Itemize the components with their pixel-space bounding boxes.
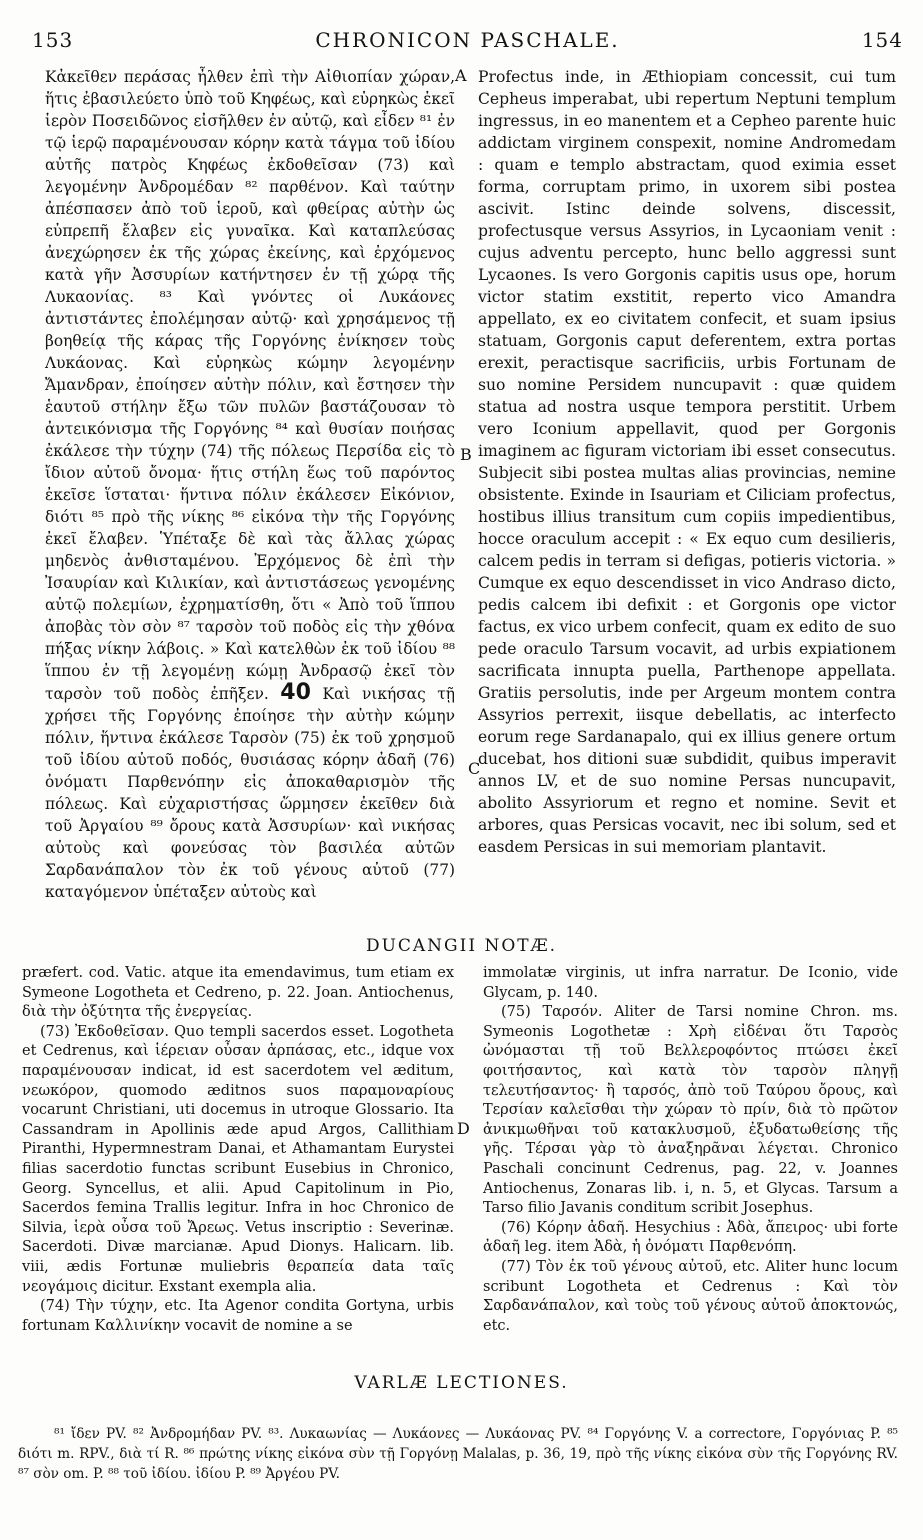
page-number-right: 154 [861, 28, 903, 52]
note-paragraph: immolatæ virginis, ut infra narratur. De Iconio, vide Glycam, p. 140. [483, 965, 898, 1001]
notes-title: DUCANGII NOTÆ. [365, 936, 558, 956]
latin-text: Profectus inde, in Æthiopiam concessit, cui tum Cepheus imperabat, ubi repertum Neptuni templum ingressus, in eo manentem et a Cepheo parente huic addictam virginem conspexit, nomine Andromedam : quam e templo abstractam, quod eximia esset forma, corruptam primo, in uxorem sibi postea ascivit. Istinc deinde solvens, discessit, profectusque versus Assyrios, in Lycaoniam venit : cujus adventu percepto, hunc bello aggressi sunt Lycaones. Is vero Gorgonis capitis usus ope, horum victor statim exstitit, reperto vico Amandra appellato, ex eo civitatem confecit, et suam ipsius statuam, Gorgonis caput deferentem, extra portas erexit, peractisque sacrificiis, urbis Fortunam de suo nomine Persidem nuncupavit : quæ quidem statua ad nostra usque tempora perstitit. Urbem vero Iconium appellavit, quod per Gorgonis imaginem ac figuram victoriam ibi esset consecutus. Subjecit sibi postea multas alias provincias, nemine obsistente. Exinde in Isauriam et Ciliciam profectus, hostibus illius transitum cum copiis impedientibus, hocce oraculum accepit : « Ex equo cum desilieris, calcem pedis in terram si defigas, potieris victoria. » Cumque ex equo descendisset in vico Andraso dicto, pedis calcem ibi defixit : et Gorgonis ope victor factus, ex vico urbem confecit, quam ex edito de suo pede oraculo Tarsum vocavit, ad urbis expiationem sacrificata innupta puella, Parthenope appellata. Gratiis persolutis, inde per Argeum montem contra Assyrios perrexit, iisque debellatis, ac interfecto eorum rege Sardanapalo, qui ex illius genere ortum ducebat, hos ditioni suæ subdidit, quibus imperavit annos LV, et de suo nomine Persas nuncupavit, abolito Assyriorum et regno et nomine. Sevit et arbores, quas Persicas vocavit, nec ibi solum, sed et easdem Persicas in sui memoriam plantavit. [478, 68, 896, 856]
section-number: 40 [280, 680, 311, 705]
note-76: (76) Κόρην ἀδαῆ. Hesychius : Ἀδὰ, ἄπειρος· ubi forte ἀδαῆ leg. item Ἀδὰ, ἡ ὀνόματι Παρθενόπη. [483, 1219, 898, 1256]
variae-title: VARLÆ LECTIONES. [354, 1373, 569, 1393]
note-77: (77) Τὸν ἐκ τοῦ γένους αὐτοῦ, etc. Aliter hunc locum scribunt Logotheta et Cedrenus : Καὶ τὸν Σαρδανάπαλον, καὶ τοὺς τοῦ γένους αὐτοῦ ἀποκτονώς, etc. [483, 1258, 898, 1334]
margin-letter-c: C [468, 759, 481, 778]
greek-text-part1: Κἀκεῖθεν περάσας ἦλθεν ἐπὶ τὴν Αἰθιοπίαν χώραν, ἥτις ἐβασιλεύετο ὑπὸ τοῦ Κηφέως, καὶ εὑρηκὼς ἐκεῖ ἱερὸν Ποσειδῶνος εἰσῆλθεν ἐν αὐτῷ, καὶ εἶδεν ⁸¹ ἐν τῷ ἱερῷ παραμένουσαν κόρην κατὰ τάγμα τοῦ ἰδίου αὐτῆς πατρὸς Κηφέως ἐκδοθεῖσαν (73) καὶ λεγομένην Ἀνδρομέδαν ⁸² παρθένον. Καὶ ταύτην ἀπέσπασεν ἀπὸ τοῦ ἱεροῦ, καὶ φθείρας αὐτὴν ὡς εὐπρεπῆ ἔλαβεν εἰς γυναῖκα. Καὶ καταπλεύσας ἀνεχώρησεν ἐκ τῆς χώρας ἐκείνης, καὶ ἐρχόμενος κατὰ γῆν Ἀσσυρίων κατήντησεν ἐν τῇ χώρᾳ τῆς Λυκαονίας. ⁸³ Καὶ γνόντες οἱ Λυκάονες ἀντιστάντες ἐπολέμησαν αὐτῷ· καὶ χρησάμενος τῇ βοηθείᾳ τῆς κάρας τῆς Γοργόνης ἐνίκησεν τοὺς Λυκάονας. Καὶ εὑρηκὼς κώμην λεγομένην Ἄμανδραν, ἐποίησεν αὐτὴν πόλιν, καὶ ἔστησεν τὴν ἑαυτοῦ στήλην ἔξω τῶν πυλῶν βαστάζουσαν τὸ ἀντεικόνισμα τῆς Γοργόνης ⁸⁴ καὶ θυσίαν ποιήσας ἐκάλεσε τὴν τύχην (74) τῆς πόλεως Περσίδα εἰς τὸ ἴδιον αὐτοῦ ὄνομα· ἥτις στήλη ἕως τοῦ παρόντος ἐκεῖσε ἵσταται· ἥντινα πόλιν ἐκάλεσεν Εἰκόνιον, διότι ⁸⁵ πρὸ τῆς νίκης ⁸⁶ εἰκόνα τὴν τῆς Γοργόνης ἐκεῖ ἔλαβεν. Ὑπέταξε δὲ καὶ τὰς ἄλλας χώρας μηδενὸς ἀνθισταμένου. Ἐρχόμενος δὲ ἐπὶ τὴν Ἰσαυρίαν καὶ Κιλικίαν, καὶ ἀντιστάσεως γενομένης αὐτῷ πολεμίων, ἐχρηματίσθη, ὅτι « Ἀπὸ τοῦ ἵππου ἀποβὰς τὸν σὸν ⁸⁷ ταρσὸν τοῦ ποδὸς εἰς τὴν χθόνα πήξας νίκην λάβοις. » Καὶ κατελθὼν ἐκ τοῦ ἰδίου ⁸⁸ ἵππου ἐν τῇ λεγομένῃ κώμῃ Ἀνδρασῷ ἐκεῖ τὸν ταρσὸν τοῦ ποδὸς ἐπῆξεν. [45, 68, 455, 703]
notes-left-column [22, 964, 454, 1336]
running-title: CHRONICON PASCHALE. [315, 28, 620, 52]
margin-letter-b: B [460, 445, 472, 464]
page-header [32, 28, 903, 58]
variae-lectiones-text: ⁸¹ ἴδεν PV. ⁸² Ἀνδρομήδαν PV. ⁸³. Λυκαωνίας — Λυκάονες — Λυκάονας PV. ⁸⁴ Γοργόνης V. a correctore, Γοργόνιας P. ⁸⁵ διότι m. RPV., διὰ τί R. ⁸⁶ πρώτης νίκης εἰκόνα σὺν τῇ Γοργόνῃ Malalas, p. 36, 19, πρὸ τῆς νίκης εἰκόνα σὺν τῆς Γοργόνης RV. ⁸⁷ σὸν om. P. ⁸⁸ τοῦ ἰδίου. ἰδίου P. ⁸⁹ Ἀργέου PV. [18, 1425, 898, 1482]
greek-text [45, 66, 455, 903]
margin-letter-a: A [455, 66, 467, 85]
note-paragraph: præfert. cod. Vatic. atque ita emendavimus, tum etiam ex Symeone Logotheta et Cedreno, p. 22. Joan. Antiochenus, διὰ τὴν ὀξύτητα τῆς ἐνεργείας. [22, 965, 454, 1021]
margin-letter-d: D [457, 1119, 470, 1138]
note-74: (74) Τὴν τύχην, etc. Ita Agenor condita Gortyna, urbis fortunam Καλλινίκην vocavit de nomine a se [22, 1298, 454, 1334]
note-75: (75) Ταρσόν. Aliter de Tarsi nomine Chron. ms. Symeonis Logothetæ : Χρὴ εἰδέναι ὅτι Ταρσὸς ὠνόμασται τῇ τοῦ Βελλεροφόντος πτώσει ἐκεῖ φοιτήσαντος, καὶ κατὰ τὸν ταρσὸν πληγῇ τελευτήσαντος· ἢ ταρσός, ἀπὸ τοῦ Ταύρου ὄρους, καὶ Τερσίαν καλεῖσθαι τὴν χώραν τὸ πρίν, διὰ τὸ πρῶτον ἀνικμωθῆναι τοῦ κατακλυσμοῦ, ἐξυδατωθείσης τῆς γῆς. Τέρσαι γὰρ τὸ ἀναξηρᾶναι λέγεται. Chronico Paschali concinunt Cedrenus, pag. 22, v. Joannes Antiochenus, Zonaras lib. i, n. 5, et Glycas. Tarsum a Tarso filio Javanis conditum scribit Josephus. [483, 1004, 898, 1217]
page-number-left: 153 [32, 28, 74, 52]
notes-right-column [483, 964, 898, 1336]
latin-column [478, 66, 896, 858]
greek-text-part2: Καὶ νικήσας τῇ χρήσει τῆς Γοργόνης ἐποίησε τὴν αὐτὴν κώμην πόλιν, ἥντινα ἐκάλεσε Ταρσὸν (75) ἐκ τοῦ χρησμοῦ τοῦ ἰδίου αὐτοῦ ποδός, θυσιάσας κόρην ἀδαῆ (76) ὀνόματι Παρθενόπην εἰς ἀποκαθαρισμὸν τῆς πόλεως. Καὶ εὐχαριστήσας ὥρμησεν ἐκεῖθεν διὰ τοῦ Ἀργαίου ⁸⁹ ὄρους κατὰ Ἀσσυρίων· καὶ νικήσας αὐτοὺς καὶ φονεύσας τὸν βασιλέα αὐτῶν Σαρδανάπαλον τὸν ἐκ τοῦ γένους αὐτοῦ (77) καταγόμενον ὑπέταξεν αὐτοὺς καὶ [45, 685, 455, 901]
note-73: (73) Ἐκδοθεῖσαν. Quo templi sacerdos esset. Logotheta et Cedrenus, καὶ ἱέρειαν οὖσαν ἁρπάσας, etc., idque vox παραμένουσαν indicat, id est sacerdotem vel æditum, νεωκόρον, quomodo æditnos suos παραμοναρίους vocarunt Christiani, uti docemus in utroque Glossario. Ita Cassandram in Apollinis æde apud Argos, Callithiam Piranthi, Hypermnestram Danai, et Athamantam Eurystei filias sacerdotio functas scribunt Eusebius in Chronico, Georg. Syncellus, et alii. Apud Capitolinum in Pio, Sacerdos femina Trallis legitur. Infra in hoc Chronico de Silvia, ἱερὰ οὖσα τοῦ Ἄρεως. Vetus inscriptio : Severinæ. Sacerdoti. Divæ marcianæ. Apud Dionys. Halicarn. lib. viii, ædis Fortunæ muliebris θεραπεία data ταῖς νεογάμοις dicitur. Exstant exempla alia. [22, 1023, 454, 1295]
greek-column [45, 66, 455, 903]
